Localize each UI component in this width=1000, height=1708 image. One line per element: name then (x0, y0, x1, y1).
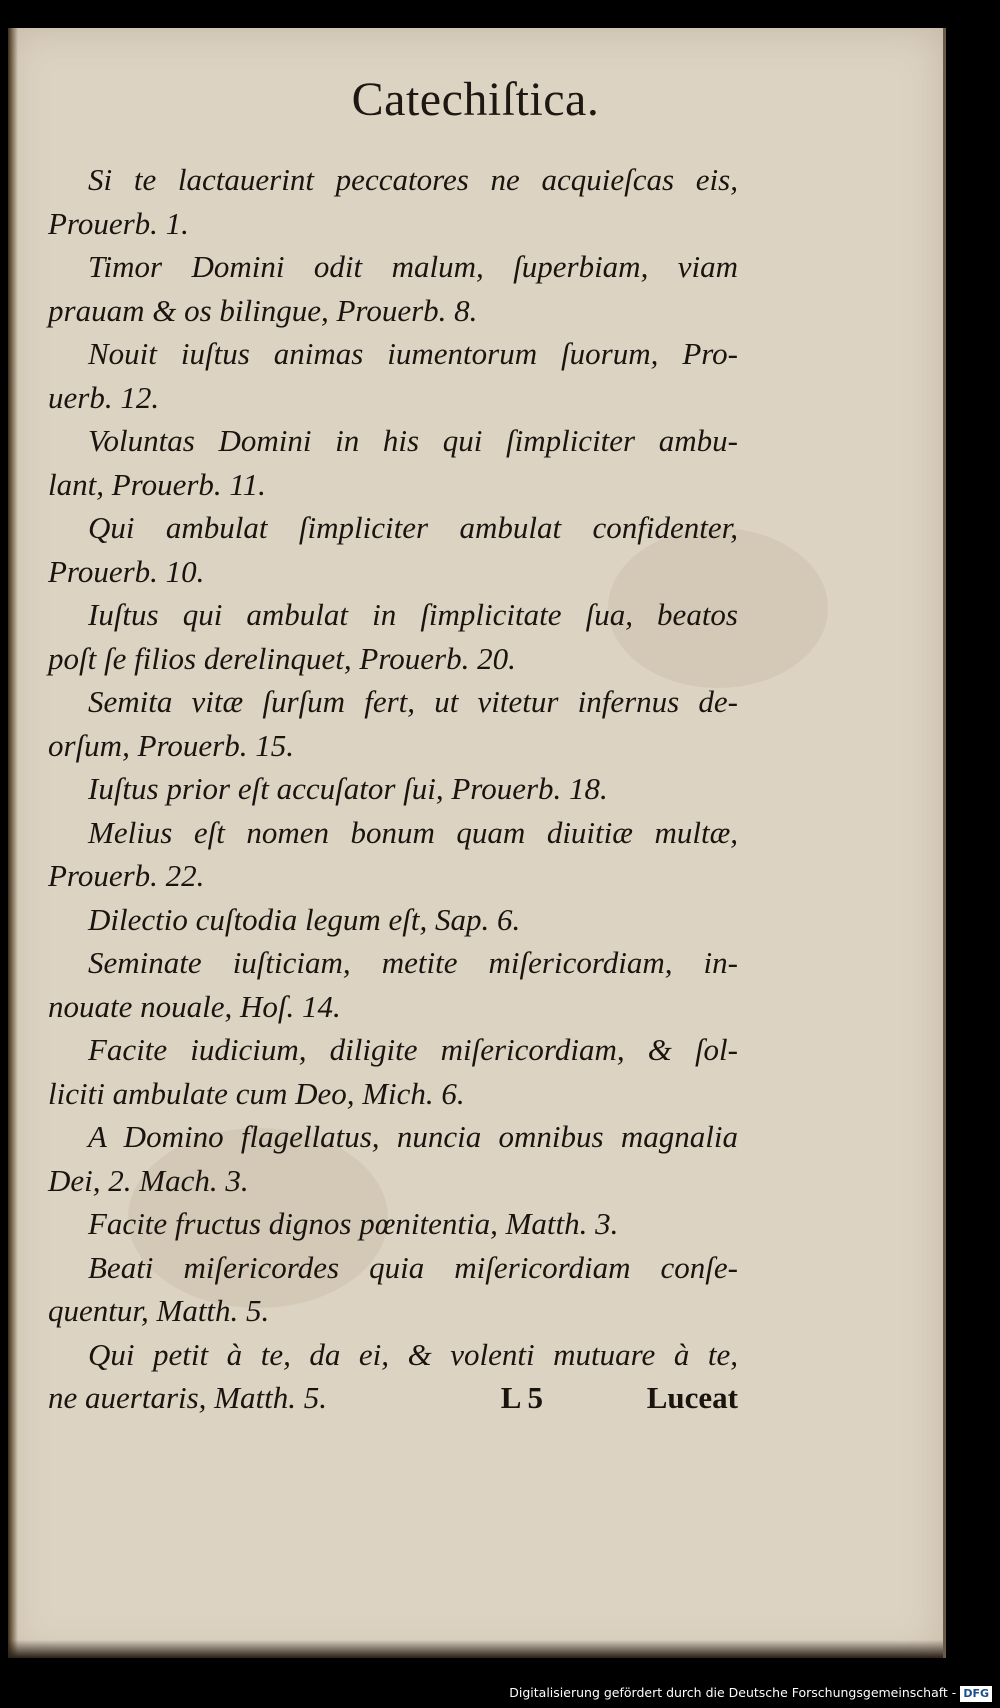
text-line: Timor Domini odit malum, ſuperbiam, viam (88, 249, 738, 284)
text-line: Dei, 2. Mach. 3. (48, 1162, 249, 1198)
text-line: Prouerb. 1. (48, 205, 189, 241)
page-gutter-edge (8, 28, 18, 1658)
text-line: ne auertaris, Matth. 5. (48, 1380, 327, 1415)
text-line: liciti ambulate cum Deo, Mich. 6. (48, 1075, 465, 1111)
running-header: Catechiſtica. (351, 73, 600, 126)
text-line: Semita vitæ ſurſum fert, ut vitetur infernus de- (88, 684, 738, 719)
text-line: Facite fructus dignos pœnitentia, Matth. 3. (88, 1206, 619, 1241)
dfg-logo-icon: DFG (960, 1686, 992, 1702)
last-line (48, 1376, 738, 1420)
signature-mark: L 5 (500, 1380, 543, 1415)
text-line: Qui ambulat ſimpliciter ambulat confidenter, (88, 510, 738, 545)
text-line: poſt ſe filios derelinquet, Prouerb. 20. (48, 640, 516, 676)
text-line: lant, Prouerb. 11. (48, 466, 266, 502)
text-line: Prouerb. 10. (48, 553, 205, 589)
text-line: prauam & os bilingue, Prouerb. 8. (48, 292, 478, 328)
page-bottom-edge (8, 1640, 943, 1658)
body-text (48, 158, 738, 1420)
book-page (8, 28, 946, 1658)
digitization-banner (0, 1678, 1000, 1708)
text-line: Voluntas Domini in his qui ſimpliciter ambu- (88, 423, 738, 458)
text-line: Prouerb. 22. (48, 858, 205, 893)
text-line: Si te lactauerint peccatores ne acquieſcas eis, (88, 162, 738, 197)
text-line: Dilectio cuſtodia legum eſt, Sap. 6. (88, 901, 521, 937)
text-line: Qui petit à te, da ei, & volenti mutuare à te, (88, 1336, 738, 1372)
text-line: nouate nouale, Hoſ. 14. (48, 988, 341, 1024)
text-line: Beati miſericordes quia miſericordiam conſe- (88, 1249, 738, 1285)
text-line: Nouit iuſtus animas iumentorum ſuorum, Pro- (88, 336, 738, 371)
text-line: Iuſtus prior eſt accuſator ſui, Prouerb. 18. (88, 771, 608, 806)
text-line: Facite iudicium, diligite miſericordiam, & ſol- (88, 1032, 738, 1067)
text-line: Iuſtus qui ambulat in ſimplicitate ſua, beatos (88, 597, 738, 632)
text-line: quentur, Matth. 5. (48, 1293, 270, 1328)
text-line: A Domino flagellatus, nuncia omnibus magnalia (88, 1119, 738, 1154)
catchword: Luceat (646, 1380, 738, 1415)
banner-text: Digitalisierung gefördert durch die Deutsche Forschungsgemeinschaft - (509, 1685, 957, 1700)
text-line: Melius eſt nomen bonum quam diuitiæ multæ, (88, 814, 738, 850)
text-line: uerb. 12. (48, 379, 160, 415)
text-line: orſum, Prouerb. 15. (48, 727, 294, 763)
text-line: Seminate iuſticiam, metite miſericordiam, in- (88, 945, 738, 980)
